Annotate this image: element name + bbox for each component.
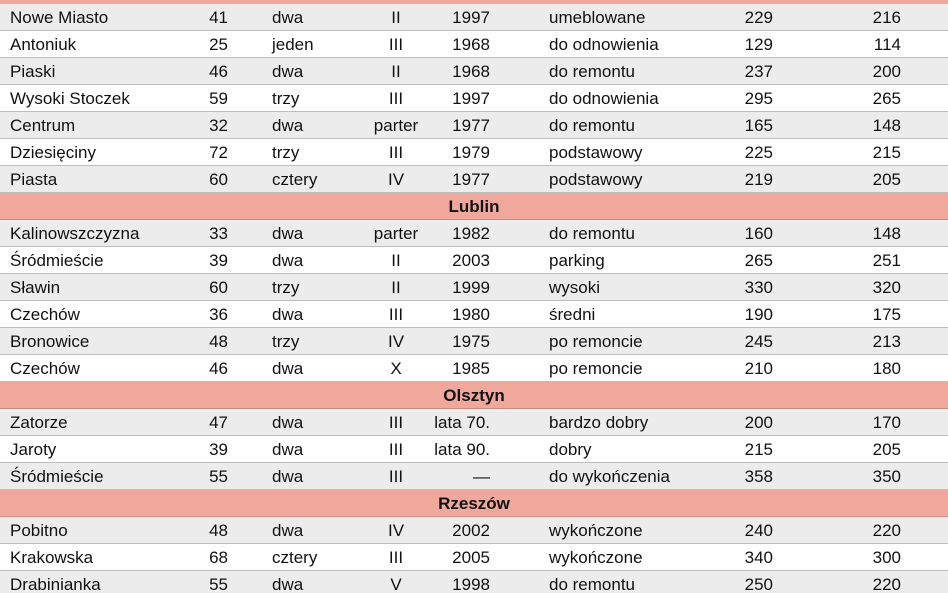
section-header	[0, 382, 948, 409]
price-cell-1: 340	[744, 548, 773, 567]
condition-cell: po remoncie	[549, 332, 643, 351]
condition-cell: do remontu	[549, 575, 635, 593]
year-cell: 1999	[452, 278, 490, 297]
year-cell: lata 70.	[434, 413, 490, 432]
floor-cell: III	[388, 440, 404, 459]
area-cell: 33	[209, 224, 228, 243]
condition-cell: dobry	[549, 440, 592, 459]
rooms-cell: dwa	[272, 467, 304, 486]
year-cell: 2003	[452, 251, 490, 270]
district-cell: Jaroty	[10, 440, 57, 459]
condition-cell: średni	[549, 305, 596, 324]
floor-cell: parter	[373, 116, 419, 135]
price-cell-1: 190	[744, 305, 773, 324]
district-cell: Dziesięciny	[10, 143, 96, 162]
price-cell-1: 358	[744, 467, 773, 486]
year-cell: 1979	[452, 143, 490, 162]
floor-cell: parter	[373, 224, 419, 243]
price-cell-2: 220	[872, 521, 901, 540]
condition-cell: do remontu	[549, 224, 635, 243]
condition-cell: podstawowy	[549, 143, 643, 162]
district-cell: Czechów	[10, 359, 80, 378]
condition-cell: podstawowy	[549, 170, 643, 189]
district-cell: Drabinianka	[10, 575, 101, 593]
area-cell: 32	[209, 116, 228, 135]
year-cell: 1997	[452, 89, 490, 108]
rooms-cell: dwa	[272, 440, 304, 459]
district-cell: Antoniuk	[10, 35, 77, 54]
area-cell: 68	[209, 548, 228, 567]
price-cell-2: 148	[872, 224, 901, 243]
price-cell-1: 129	[744, 35, 773, 54]
year-cell: 1982	[452, 224, 490, 243]
rooms-cell: dwa	[272, 116, 304, 135]
condition-cell: wysoki	[549, 278, 601, 297]
price-cell-1: 250	[744, 575, 773, 593]
year-cell: 1997	[452, 8, 490, 27]
district-cell: Piaski	[10, 62, 56, 81]
year-cell: 1980	[452, 305, 490, 324]
section-title: Lublin	[448, 197, 500, 216]
rooms-cell: trzy	[272, 278, 300, 297]
price-cell-1: 225	[744, 143, 773, 162]
price-cell-1: 165	[744, 116, 773, 135]
floor-cell: II	[391, 8, 401, 27]
price-cell-1: 265	[744, 251, 773, 270]
table-row	[0, 4, 948, 31]
district-cell: Krakowska	[10, 548, 94, 567]
table-row	[0, 355, 948, 382]
district-cell: Sławin	[10, 278, 61, 297]
year-cell: —	[473, 467, 490, 486]
condition-cell: do remontu	[549, 62, 635, 81]
price-cell-2: 213	[872, 332, 901, 351]
price-cell-2: 200	[872, 62, 901, 81]
price-cell-1: 215	[744, 440, 773, 459]
table-row	[0, 112, 948, 139]
area-cell: 39	[209, 251, 228, 270]
rooms-cell: dwa	[272, 575, 304, 593]
section-title: Rzeszów	[438, 494, 510, 513]
condition-cell: wykończone	[549, 548, 643, 567]
rooms-cell: dwa	[272, 305, 304, 324]
table-row	[0, 517, 948, 544]
year-cell: 1977	[452, 170, 490, 189]
price-cell-2: 320	[872, 278, 901, 297]
floor-cell: II	[391, 251, 401, 270]
year-cell: 2002	[452, 521, 490, 540]
floor-cell: III	[388, 89, 404, 108]
table-row	[0, 463, 948, 490]
price-cell-1: 330	[744, 278, 773, 297]
district-cell: Śródmieście	[10, 251, 104, 270]
table-row	[0, 436, 948, 463]
area-cell: 55	[209, 467, 228, 486]
table-row	[0, 220, 948, 247]
condition-cell: umeblowane	[549, 8, 646, 27]
price-cell-2: 180	[872, 359, 901, 378]
price-cell-2: 148	[872, 116, 901, 135]
rooms-cell: trzy	[272, 89, 300, 108]
year-cell: 1998	[452, 575, 490, 593]
table-row	[0, 274, 948, 301]
floor-cell: II	[391, 62, 401, 81]
table-row	[0, 166, 948, 193]
table-row	[0, 409, 948, 436]
floor-cell: III	[388, 413, 404, 432]
district-cell: Czechów	[10, 305, 80, 324]
price-cell-2: 350	[872, 467, 901, 486]
area-cell: 39	[209, 440, 228, 459]
year-cell: lata 90.	[434, 440, 490, 459]
area-cell: 46	[209, 62, 228, 81]
condition-cell: wykończone	[549, 521, 643, 540]
area-cell: 60	[209, 170, 228, 189]
district-cell: Zatorze	[10, 413, 68, 432]
rooms-cell: dwa	[272, 8, 304, 27]
district-cell: Wysoki Stoczek	[10, 89, 130, 108]
district-cell: Kalinowszczyzna	[10, 224, 140, 243]
price-cell-2: 220	[872, 575, 901, 593]
area-cell: 36	[209, 305, 228, 324]
price-cell-2: 175	[872, 305, 901, 324]
table-row	[0, 571, 948, 593]
rooms-cell: dwa	[272, 224, 304, 243]
area-cell: 59	[209, 89, 228, 108]
price-cell-2: 265	[872, 89, 901, 108]
area-cell: 55	[209, 575, 228, 593]
district-cell: Śródmieście	[10, 467, 104, 486]
price-cell-1: 219	[744, 170, 773, 189]
price-cell-2: 114	[873, 35, 901, 54]
condition-cell: do odnowienia	[549, 35, 659, 54]
price-cell-1: 200	[744, 413, 773, 432]
price-cell-1: 237	[744, 62, 773, 81]
area-cell: 48	[209, 332, 228, 351]
price-cell-2: 215	[872, 143, 901, 162]
year-cell: 1985	[452, 359, 490, 378]
floor-cell: IV	[387, 521, 405, 540]
rooms-cell: jeden	[272, 35, 314, 54]
area-cell: 72	[209, 143, 228, 162]
rooms-cell: dwa	[272, 359, 304, 378]
floor-cell: X	[390, 359, 402, 378]
price-cell-2: 170	[872, 413, 901, 432]
table-row	[0, 58, 948, 85]
year-cell: 2005	[452, 548, 490, 567]
section-title: Olsztyn	[443, 386, 505, 405]
price-cell-1: 245	[744, 332, 773, 351]
table-row	[0, 247, 948, 274]
condition-cell: do remontu	[549, 116, 635, 135]
condition-cell: do odnowienia	[549, 89, 659, 108]
rooms-cell: trzy	[272, 332, 300, 351]
year-cell: 1977	[452, 116, 490, 135]
floor-cell: IV	[387, 170, 405, 189]
table-row	[0, 139, 948, 166]
rooms-cell: cztery	[272, 170, 318, 189]
section-header	[0, 193, 948, 220]
table-row	[0, 85, 948, 112]
floor-cell: III	[388, 467, 404, 486]
district-cell: Pobitno	[10, 521, 68, 540]
area-cell: 60	[209, 278, 228, 297]
table-row	[0, 31, 948, 58]
floor-cell: V	[390, 575, 402, 593]
price-cell-2: 216	[872, 8, 901, 27]
year-cell: 1968	[452, 62, 490, 81]
price-cell-2: 251	[872, 251, 901, 270]
section-header	[0, 490, 948, 517]
price-cell-2: 300	[872, 548, 901, 567]
table-row	[0, 301, 948, 328]
rooms-cell: dwa	[272, 413, 304, 432]
price-cell-1: 160	[744, 224, 773, 243]
year-cell: 1975	[452, 332, 490, 351]
condition-cell: po remoncie	[549, 359, 643, 378]
floor-cell: III	[388, 305, 404, 324]
table-row	[0, 544, 948, 571]
area-cell: 48	[209, 521, 228, 540]
area-cell: 41	[209, 8, 228, 27]
district-cell: Bronowice	[10, 332, 90, 351]
area-cell: 47	[209, 413, 228, 432]
rooms-cell: trzy	[272, 143, 300, 162]
condition-cell: bardzo dobry	[549, 413, 649, 432]
district-cell: Nowe Miasto	[10, 8, 109, 27]
price-cell-1: 240	[744, 521, 773, 540]
condition-cell: parking	[549, 251, 605, 270]
price-cell-1: 229	[744, 8, 773, 27]
price-cell-2: 205	[872, 170, 901, 189]
price-cell-1: 295	[744, 89, 773, 108]
floor-cell: III	[388, 143, 404, 162]
rooms-cell: dwa	[272, 251, 304, 270]
floor-cell: III	[388, 548, 404, 567]
floor-cell: IV	[387, 332, 405, 351]
district-cell: Centrum	[10, 116, 76, 135]
year-cell: 1968	[452, 35, 490, 54]
area-cell: 25	[209, 35, 228, 54]
rooms-cell: dwa	[272, 62, 304, 81]
condition-cell: do wykończenia	[549, 467, 670, 486]
floor-cell: II	[391, 278, 401, 297]
floor-cell: III	[388, 35, 404, 54]
area-cell: 46	[209, 359, 228, 378]
price-cell-1: 210	[744, 359, 773, 378]
rooms-cell: cztery	[272, 548, 318, 567]
price-cell-2: 205	[872, 440, 901, 459]
rooms-cell: dwa	[272, 521, 304, 540]
table-row	[0, 328, 948, 355]
district-cell: Piasta	[10, 170, 58, 189]
